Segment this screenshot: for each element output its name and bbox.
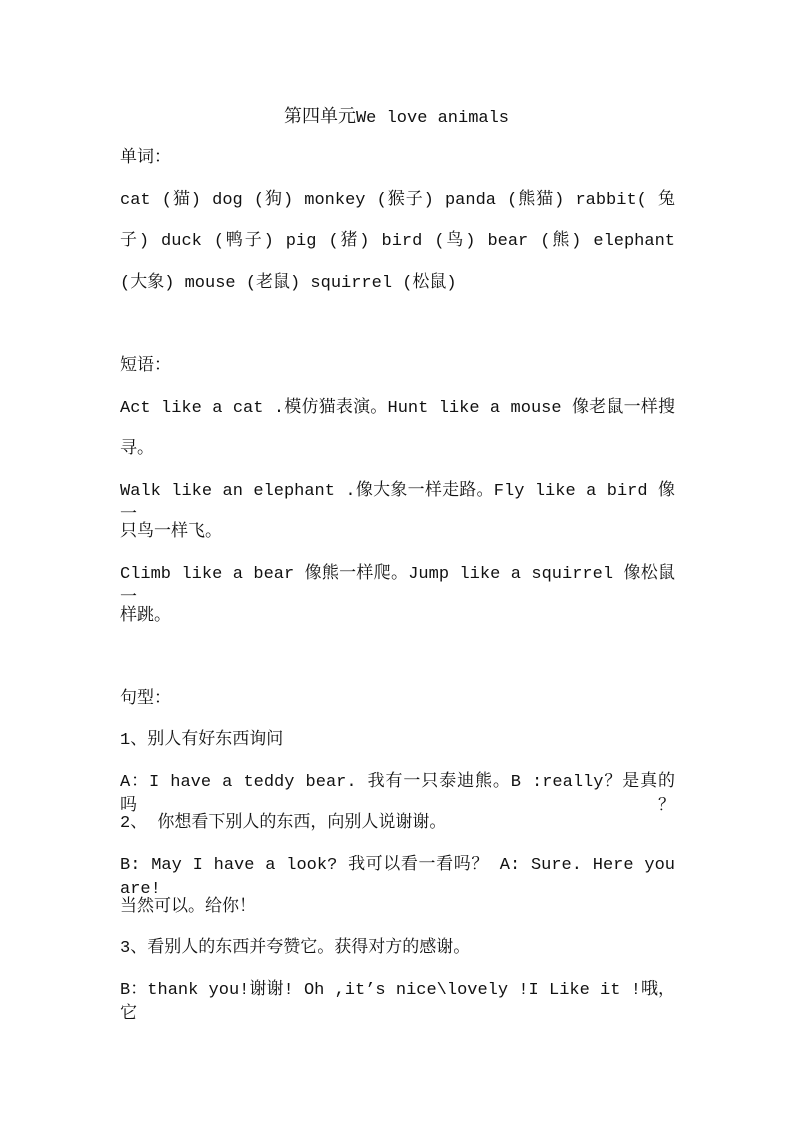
- vocab-line: (大象) mouse (老鼠) squirrel (松鼠): [120, 274, 457, 293]
- sentence-line: B：thank you!谢谢! Oh ,it’s nice\lovely !I Like it !哦，它: [120, 981, 675, 1024]
- phrase-line: Act like a cat .模仿猫表演。Hunt like a mouse 像老鼠一样搜: [120, 399, 675, 418]
- sentence-line: A：I have a teddy bear. 我有一只泰迪熊。B :really？是真的吗？: [120, 773, 675, 816]
- title-english: We love animals: [355, 109, 510, 128]
- sentence-line: 3、看别人的东西并夸赞它。获得对方的感谢。: [120, 939, 471, 958]
- phrases-heading: 短语：: [120, 357, 171, 376]
- vocab-heading: 单词：: [120, 149, 171, 168]
- sentences-heading: 句型：: [120, 690, 171, 709]
- phrase-line: Climb like a bear 像熊一样爬。Jump like a squirrel 像松鼠一: [120, 565, 675, 608]
- phrase-line: Walk like an elephant .像大象一样走路。Fly like a bird 像一: [120, 482, 675, 525]
- sentence-line: 2、 你想看下别人的东西，向别人说谢谢。: [120, 814, 447, 833]
- sentence-line: 1、别人有好东西询问: [120, 731, 284, 750]
- document-title: [0, 105, 793, 129]
- phrase-line: 样跳。: [120, 607, 171, 626]
- title-chinese: 第四单元: [283, 106, 356, 127]
- phrase-line: 寻。: [120, 440, 154, 459]
- vocab-line: cat (猫) dog (狗) monkey (猴子) panda (熊猫) rabbit( 兔: [120, 191, 675, 210]
- phrase-line: 只鸟一样飞。: [120, 523, 222, 542]
- vocab-line: 子) duck (鸭子) pig (猪) bird (鸟) bear (熊) elephant: [120, 232, 675, 251]
- sentence-line: 当然可以。给你！: [120, 898, 256, 917]
- sentence-line: B: May I have a look? 我可以看一看吗？ A: Sure. Here you are!: [120, 856, 675, 899]
